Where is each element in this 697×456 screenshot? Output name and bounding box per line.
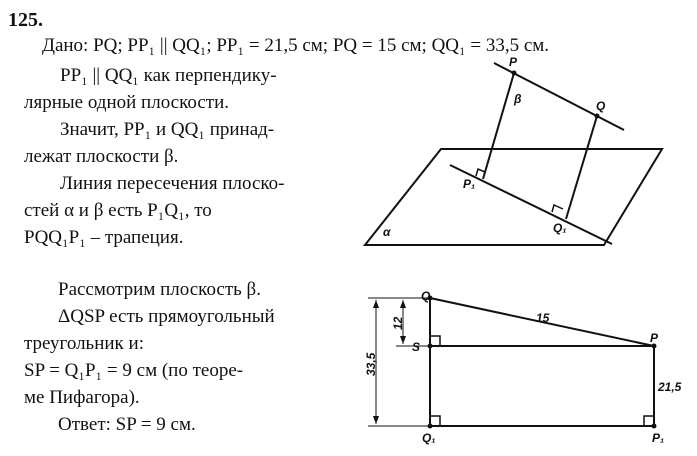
- segment-qq1: [566, 116, 597, 219]
- label-q1: Q₁: [553, 221, 567, 235]
- label-s: S: [412, 340, 421, 354]
- label-p: P: [650, 331, 659, 345]
- text-line: PP₁ || QQ₁ как перпендику-: [60, 65, 277, 86]
- text-line: лежат плоскости β.: [24, 146, 179, 167]
- text-line: треугольник и:: [24, 333, 144, 354]
- label-q: Q: [596, 99, 606, 113]
- length-qq1: 33,5: [364, 352, 378, 376]
- point-p1: [652, 424, 657, 429]
- text-line: Линия пересечения плоско-: [60, 173, 285, 194]
- length-qs: 12: [391, 316, 405, 330]
- arrow: [400, 336, 406, 344]
- arrow: [373, 300, 379, 308]
- point-q: [595, 114, 600, 119]
- text-line: Значит, PP₁ и QQ₁ принад-: [60, 119, 275, 140]
- length-pq: 15: [536, 311, 550, 325]
- arrow: [373, 416, 379, 424]
- arrow: [400, 300, 406, 308]
- label-q: Q: [421, 289, 431, 303]
- point-s: [428, 344, 433, 349]
- point-q1: [428, 424, 433, 429]
- text-line: Рассмотрим плоскость β.: [58, 279, 261, 300]
- text-line: лярные одной плоскости.: [24, 92, 229, 113]
- length-pp1: 21,5: [658, 380, 682, 394]
- label-beta: β: [514, 92, 522, 106]
- text-line: ме Пифагора).: [24, 387, 140, 408]
- text-line: ΔQSP есть прямоугольный: [58, 306, 275, 327]
- text-line: Ответ: SP = 9 см.: [58, 414, 196, 435]
- label-p1: P₁: [652, 431, 665, 445]
- given-line: Дано: PQ; PP₁ || QQ₁; PP₁ = 21,5 см; PQ = 15 см; QQ₁ = 33,5 см.: [42, 35, 550, 56]
- text-line: PQQ₁P₁ – трапеция.: [24, 227, 184, 248]
- label-p1: P₁: [463, 177, 476, 191]
- label-alpha: α: [383, 225, 391, 239]
- segment-pp1: [483, 73, 514, 179]
- label-q1: Q₁: [422, 431, 436, 445]
- right-angle-mark-q1: [552, 205, 563, 212]
- text-line: стей α и β есть P₁Q₁, то: [24, 200, 212, 221]
- label-p: P: [509, 55, 518, 69]
- point-p: [512, 71, 517, 76]
- text-line: SP = Q₁P₁ = 9 см (по теоре-: [24, 360, 244, 381]
- problem-number: 125.: [8, 9, 43, 31]
